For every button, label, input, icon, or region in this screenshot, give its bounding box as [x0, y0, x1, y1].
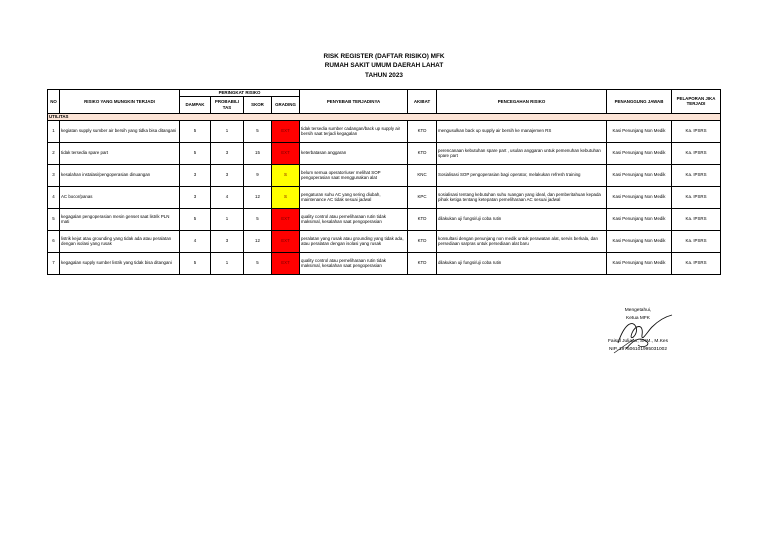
handwritten-signature [612, 313, 678, 355]
row-risk: kegagalan pengoperasian mesin genset saat listrik PLN mati [60, 208, 180, 230]
col-level-group: PERINGKAT RISIKO [180, 90, 300, 97]
row-cause: keterbatasan anggaran [300, 142, 408, 164]
row-prevention: mengusulkan back up supply air bersih ke manajemen RS [437, 120, 607, 142]
row-report: Ka. IPSRS [672, 186, 721, 208]
row-cause: tidak tersedia sumber cadangan/back up supply air bersih saat terjadi kegagalan [300, 120, 408, 142]
col-no: NO [48, 90, 60, 114]
col-pic: PENANGGUNG JAWAB [607, 90, 672, 114]
row-risk: kegagalan supply sumber listrik yang tidak bisa ditangani [60, 252, 180, 274]
col-score: SKOR [244, 96, 272, 113]
row-score: 9 [244, 164, 272, 186]
row-probability: 1 [211, 208, 244, 230]
risk-register-table [47, 89, 721, 275]
row-pic: Kasi Penunjang Non Medik [607, 142, 672, 164]
table-row [48, 164, 721, 186]
row-probability: 1 [211, 120, 244, 142]
row-score: 15 [244, 142, 272, 164]
col-grading: GRADING [272, 96, 300, 113]
row-no: 3 [48, 164, 60, 186]
row-probability: 3 [211, 142, 244, 164]
row-cause: pengaturan suhu AC yang sering diubah, maintenance AC tidak sesuai jadwal [300, 186, 408, 208]
row-prevention: dilakukan uji fungsi/uji coba rutin [437, 208, 607, 230]
row-pic: Kasi Penunjang Non Medik [607, 252, 672, 274]
table-row [48, 142, 721, 164]
signer-name: Faisal Juliaan, SKM., M.Kes [608, 339, 668, 344]
row-report: Ka. IPSRS [672, 142, 721, 164]
row-prevention: konsultasi dengan penunjang non medik untuk perawatan alat, servis berkala, dan persediaan sarpras untuk persediaan alat baru [437, 230, 607, 252]
document-title-block [0, 52, 768, 80]
row-probability: 4 [211, 186, 244, 208]
table-row [48, 186, 721, 208]
row-cause: quality control atau pemeliharaan rutin tidak maksimal, kesalahan saat pengoperasian [300, 208, 408, 230]
row-cause: quality control atau pemeliharaan rutin tidak maksimal, kesalahan saat pengoperasian [300, 252, 408, 274]
row-risk: AC bocor/panas [60, 186, 180, 208]
row-probability: 1 [211, 252, 244, 274]
row-risk: listrik kejut atau grounding yang tidak ada atau peralatan dengan isolasi yang rusak [60, 230, 180, 252]
table-row [48, 208, 721, 230]
section-label: UTILITAS [48, 113, 721, 120]
row-effect: KTD [408, 120, 437, 142]
row-impact: 3 [180, 186, 211, 208]
col-report: PELAPORAN JIKA TERJADI [672, 90, 721, 114]
row-probability: 3 [211, 164, 244, 186]
row-impact: 5 [180, 120, 211, 142]
row-score: 12 [244, 230, 272, 252]
row-score: 5 [244, 252, 272, 274]
row-grading: EXT [272, 252, 300, 274]
row-impact: 5 [180, 142, 211, 164]
row-impact: 5 [180, 252, 211, 274]
row-impact: 5 [180, 208, 211, 230]
title-line-1: RISK REGISTER (DAFTAR RISIKO) MFK [323, 53, 445, 60]
table-row [48, 230, 721, 252]
row-probability: 3 [211, 230, 244, 252]
row-score: 5 [244, 120, 272, 142]
table-row [48, 252, 721, 274]
row-effect: KNC [408, 164, 437, 186]
row-prevention: perencanaan kebutuhan spare part , usulan anggaran untuk pemenuhan kebutuhan spare part [437, 142, 607, 164]
row-pic: Kasi Penunjang Non Medik [607, 186, 672, 208]
row-pic: Kasi Penunjang Non Medik [607, 120, 672, 142]
row-grading: EXT [272, 142, 300, 164]
col-cause: PENYEBAB TERJADINYA [300, 90, 408, 114]
row-impact: 4 [180, 230, 211, 252]
row-cause: peralatan yang rusak atau grounding yang tidak ada, atau peralatan dengan isolasi yang rusak [300, 230, 408, 252]
row-grading: EXT [272, 120, 300, 142]
row-risk: kesalahan instalasi/pengoperasian dinuangan [60, 164, 180, 186]
title-line-3: TAHUN 2023 [365, 71, 403, 79]
row-prevention: sosialisasi tentang kebutuhan suhu ruangan yang ideal, dan pemberitahuan kepada pihak ketiga tentang ketepatan pemeliharaan AC sesuai jadwal [437, 186, 607, 208]
row-report: Ka. IPSRS [672, 252, 721, 274]
table-row [48, 120, 721, 142]
row-no: 5 [48, 208, 60, 230]
row-score: 12 [244, 186, 272, 208]
row-pic: Kasi Penunjang Non Medik [607, 208, 672, 230]
signature-line-1: Mengetahui, [624, 308, 652, 313]
col-prevention: PENCEGAHAN RISIKO [437, 90, 607, 114]
row-no: 7 [48, 252, 60, 274]
row-impact: 3 [180, 164, 211, 186]
col-probability: PROBABILI TAS [211, 96, 244, 113]
row-prevention: dilakukan uji fungsi/uji coba rutin [437, 252, 607, 274]
row-report: Ka. IPSRS [672, 120, 721, 142]
col-risk: RISIKO YANG MUNGKIN TERJADI [60, 90, 180, 114]
row-no: 4 [48, 186, 60, 208]
row-effect: KPC [408, 186, 437, 208]
row-pic: Kasi Penunjang Non Medik [607, 230, 672, 252]
row-no: 1 [48, 120, 60, 142]
row-report: Ka. IPSRS [672, 164, 721, 186]
row-pic: Kasi Penunjang Non Medik [607, 164, 672, 186]
col-effect: AKIBAT [408, 90, 437, 114]
row-no: 2 [48, 142, 60, 164]
row-score: 5 [244, 208, 272, 230]
row-grading: EXT [272, 208, 300, 230]
row-effect: KTD [408, 208, 437, 230]
row-effect: KTD [408, 252, 437, 274]
title-line-2: RUMAH SAKIT UMUM DAERAH LAHAT [324, 62, 444, 70]
col-impact: DAMPAK [180, 96, 211, 113]
row-grading: EXT [272, 230, 300, 252]
signer-nip: NIP. 197506101995031002 [608, 346, 668, 352]
row-grading: S [272, 186, 300, 208]
row-report: Ka. IPSRS [672, 230, 721, 252]
row-risk: tidak tersedia spare part [60, 142, 180, 164]
row-cause: belum semua operator/user melihat SOP pengoperasian saat menggunakan alat [300, 164, 408, 186]
row-no: 6 [48, 230, 60, 252]
signature-line-2: Ketua MFK [626, 315, 650, 321]
row-effect: KTD [408, 142, 437, 164]
row-prevention: Sosialisasi SOP pengoperasian bagi operator, melakukan refresh training [437, 164, 607, 186]
row-effect: KTD [408, 230, 437, 252]
row-grading: S [272, 164, 300, 186]
row-risk: kegiatan supply sumber air bersih yang tidka bisa ditangani [60, 120, 180, 142]
row-report: Ka. IPSRS [672, 208, 721, 230]
